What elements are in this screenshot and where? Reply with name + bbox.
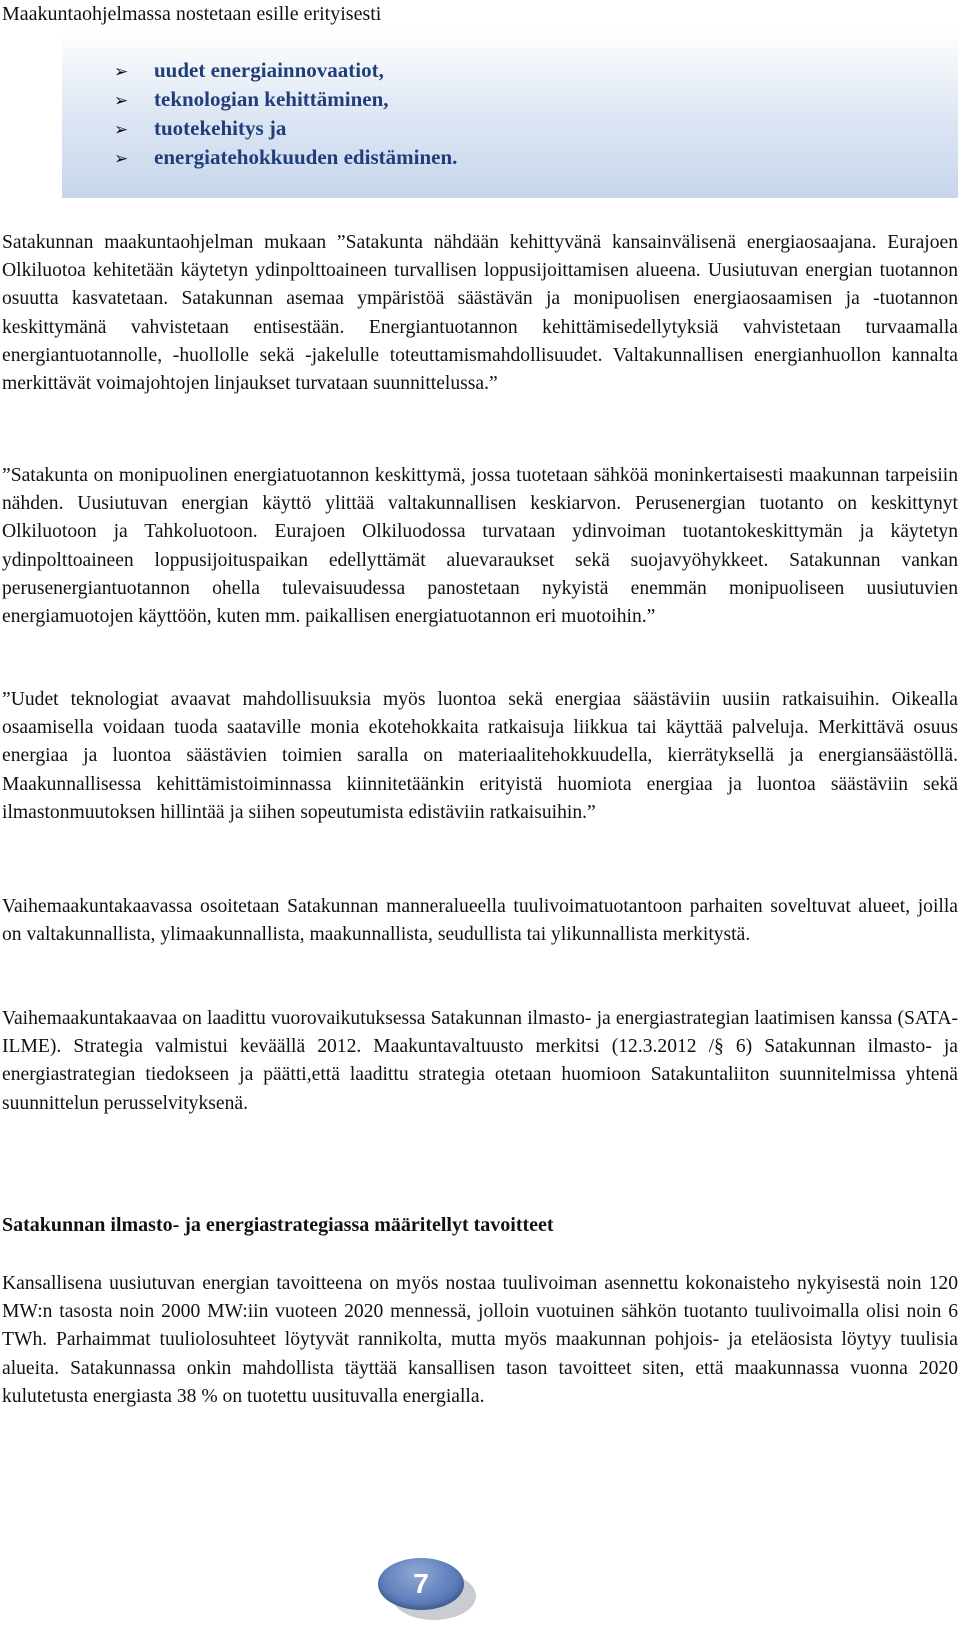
list-item — [114, 143, 457, 172]
arrow-bullet-icon: ➢ — [114, 120, 129, 140]
paragraph-energiatuotanto-quote: ”Satakunta on monipuolinen energiatuotannon keskittymä, jossa tuotetaan sähköä moninkertaisesti maakunnan tarpeisiin nähden. Uusiutuvan energian käyttö ylittää valtakunnallisen keskiarvon. Perusenergian tuotanto on keskittynyt Olkiluotoon ja Tahkoluotoon. Eurajoen Olkiluodossa turvataan ydinvoiman tuotantokeskittymän ja käytetyn ydinpolttoaineen loppusijoituspaikan edellyttämät aluevaraukset sekä suojavyöhykkeet. Satakunnan vankan perusenergiantuotannon ohella tulevaisuudessa panostetaan nykyistä enemmän monipuoliseen uusiutuvien energiamuotojen käyttöön, kuten mm. paikallisen energiatuotannon eri muotoihin.” — [2, 465, 958, 628]
bullet-text: tuotekehitys ja — [154, 116, 287, 140]
bullet-text: teknologian kehittäminen, — [154, 87, 389, 111]
page-number-badge — [378, 1556, 478, 1620]
arrow-bullet-icon: ➢ — [114, 62, 129, 82]
paragraph-teknologiat-quote: ”Uudet teknologiat avaavat mahdollisuuksia myös luontoa sekä energiaa säästäviin uusiin ratkaisuihin. Oikealla osaamisella voidaan tuoda saataville monia ekotehokkaita ratkaisuja liikkua tai käyttää palveluja. Merkittävä osuus energiaa ja luontoa säästävien toimien saralla on materiaalitehokkuudella, kierrätyksellä ja energiansäästöllä. Maakunnallisessa kehittämistoiminnassa kiinnitetäänkin erityistä huomiota energiaa ja luontoa säästäviin sekä ilmastonmuutoksen hillintää ja siihen sopeutumista edistäviin ratkaisuihin.” — [2, 689, 958, 823]
paragraph-sata-ilme: Vaihemaakuntakaavaa on laadittu vuorovaikutuksessa Satakunnan ilmasto- ja energiastrategian laatimisen kanssa (SATA-ILME). Strategia valmistui keväällä 2012. Maakuntavaltuusto merkitsi (12.3.2012 /§ 6) Satakunnan ilmasto- ja energiastrategian tiedokseen ja päätti,että laadittu strategia otetaan huomioon Satakuntaliiton suunnitelmissa yhtenä suunnittelun perusselvityksenä. — [2, 1008, 958, 1114]
bullet-list — [114, 56, 457, 172]
bullet-text: energiatehokkuuden edistäminen. — [154, 145, 458, 169]
bullet-text: uudet energiainnovaatiot, — [154, 58, 384, 82]
section-heading: Satakunnan ilmasto- ja energiastrategiassa määritellyt tavoitteet — [2, 1214, 554, 1236]
paragraph-maakuntaohjelma-quote: Satakunnan maakuntaohjelman mukaan ”Satakunta nähdään kehittyvänä kansainvälisenä energiaosaajana. Eurajoen Olkiluotoa kehitetään käytetyn ydinpolttoaineen turvallisen loppusijoittamisen alueena. Uusiutuvan energian tuotannon osuutta kasvatetaan. Satakunnan asemaa ympäristöä säästävän ja monipuolisen energiaosaamisen ja -tuotannon keskittymänä vahvistetaan entisestään. Energiantuotannon kehittämisedellytyksiä vahvistetaan turvaamalla energiantuotannolle, -huollolle sekä -jakelulle toteuttamismahdollisuudet. Valtakunnallisen energianhuollon kannalta merkittävät voimajohtojen linjaukset turvataan suunnittelussa.” — [2, 232, 958, 395]
page-number: 7 — [413, 1568, 429, 1599]
list-item — [114, 56, 457, 85]
paragraph-vaihemaakuntakaava: Vaihemaakuntakaavassa osoitetaan Satakunnan manneralueella tuulivoimatuotantoon parhaiten soveltuvat alueet, joilla on valtakunnallista, ylimaakunnallista, maakunnallista, seudullista tai ylikunnallista merkitystä. — [2, 896, 958, 946]
intro-text: Maakuntaohjelmassa nostetaan esille erityisesti — [2, 3, 382, 25]
arrow-bullet-icon: ➢ — [114, 149, 129, 169]
paragraph-tavoitteet: Kansallisena uusiutuvan energian tavoitteena on myös nostaa tuulivoiman asennettu kokonaisteho nykyisestä noin 120 MW:n tasosta noin 2000 MW:iin vuoteen 2020 mennessä, jolloin vuotuinen sähkön tuotanto tuulivoimalla olisi noin 6 TWh. Parhaimmat tuuliolosuhteet löytyvät rannikolta, mutta myös maakunnan pohjois- ja eteläosista löytyy tuulisia alueita. Satakunnassa onkin mahdollista täyttää kansallisen tason tavoitteet siten, että maakunnassa vuonna 2020 kulutetusta energiasta 38 % on tuotettu uusituvalla energialla. — [2, 1273, 958, 1407]
list-item — [114, 114, 457, 143]
arrow-bullet-icon: ➢ — [114, 91, 129, 111]
list-item — [114, 85, 457, 114]
